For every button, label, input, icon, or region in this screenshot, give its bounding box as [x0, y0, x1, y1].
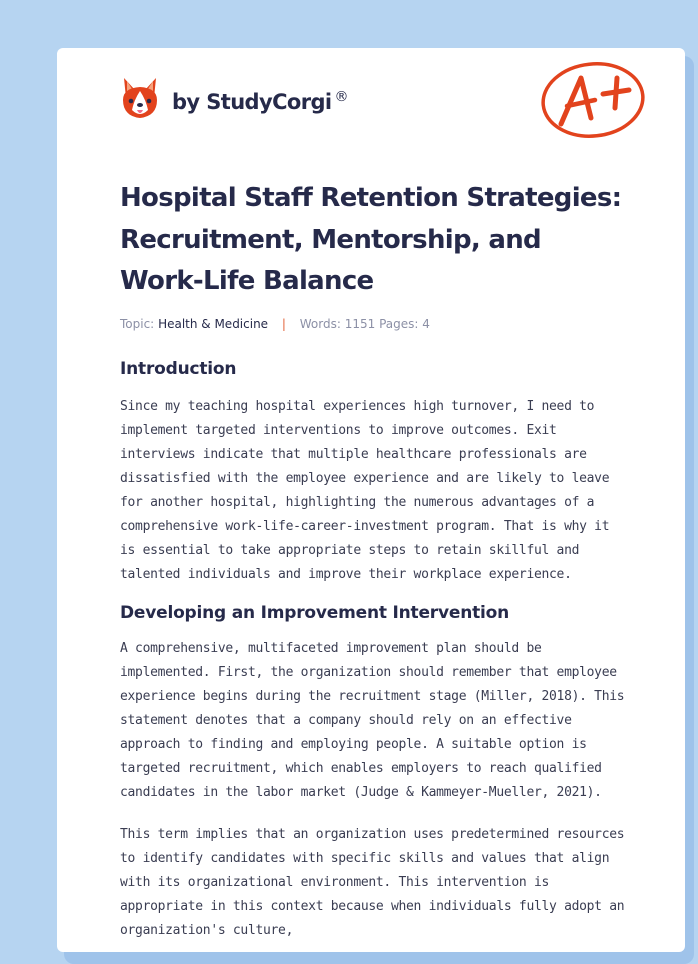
- paragraph: This term implies that an organization uses predetermined resources to identify candidates with specific skills and values that align with its organizational environment. This intervention is appropriate in this context because when individuals fully adopt an organization's culture,: [120, 826, 625, 938]
- paragraph: A comprehensive, multifaceted improvement plan should be implemented. First, the organization should remember that employee experience begins during the recruitment stage (Miller, 2018). This statement denotes that a company should rely on an effective approach to finding and employing people. A suitable option is targeted recruitment, which enables employers to reach qualified candidates in the labor market (Judge & Kammeyer-Mueller, 2021).: [120, 640, 625, 800]
- word-count: Words: 1151: [299, 316, 376, 331]
- section-heading-intervention: Developing an Improvement Intervention: [120, 602, 510, 623]
- article-title: Hospital Staff Retention Strategies: Recruitment, Mentorship, and Work-Life Balance: [120, 183, 622, 296]
- page-count: Pages: 4: [379, 316, 430, 331]
- article-meta: [120, 317, 628, 331]
- a-plus-grade-icon: [539, 60, 649, 148]
- topic-link[interactable]: Health & Medicine: [158, 316, 269, 331]
- paragraph: Since my teaching hospital experiences high turnover, I need to implement targeted interventions to improve outcomes. Exit interviews indicate that multiple healthcare professionals are dissatisfied with the employee experience and are likely to leave for another hospital, highlighting the numerous advantages of a comprehensive work-life-career-investment program. That is why it is essential to take appropriate steps to retain skillful and talented individuals and improve their workplace experience.: [120, 398, 610, 582]
- article: [120, 178, 628, 943]
- meta-separator: |: [281, 316, 286, 331]
- corgi-icon: [120, 76, 160, 120]
- registered-mark: ®: [334, 88, 348, 105]
- brand[interactable]: [120, 76, 348, 120]
- topic-label: Topic:: [120, 316, 155, 331]
- document-page: [57, 48, 685, 952]
- brand-name: by StudyCorgi ®: [172, 88, 348, 114]
- section-heading-introduction: Introduction: [120, 358, 237, 379]
